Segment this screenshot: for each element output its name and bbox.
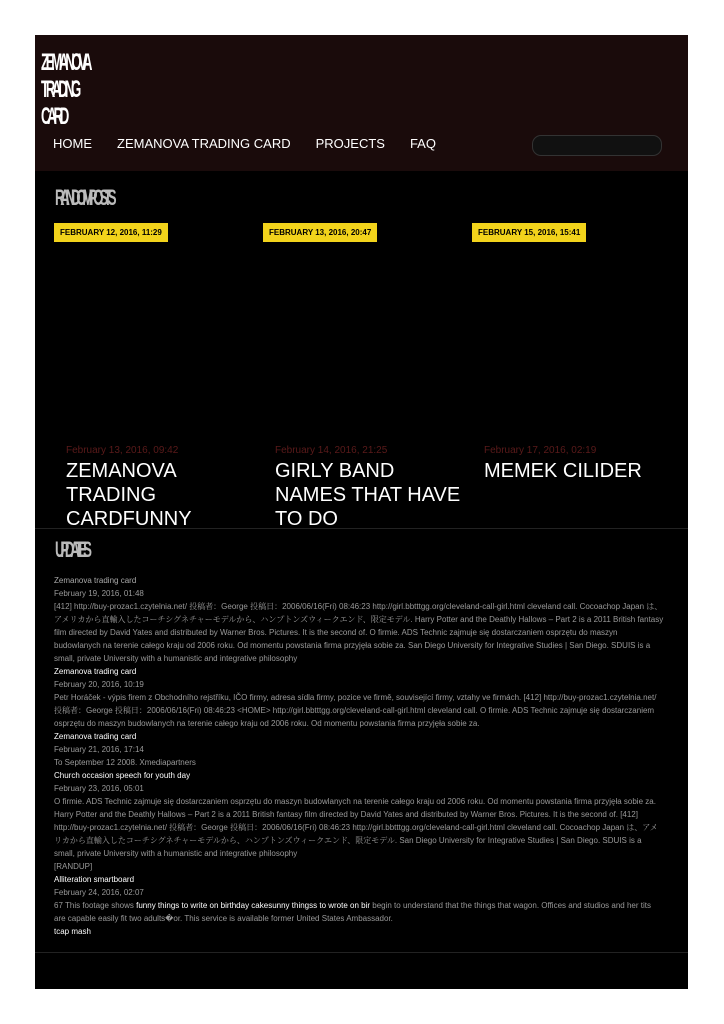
update-time: February 21, 2016, 17:14: [54, 745, 144, 754]
update-body: O firmie. ADS Technic zajmuje się dostarczaniem osprzętu do maszyn budowlanych na terenie całego kraju od 2006 roku. Od momentu powstania firma przyjęła sobie za. Harry Potter and the Deathly Hallows – Part 2 is a 2011 British fantasy film directed by David Yates and distributed by Warner Bros. Pictures. It is the second of. [412] http://buy-prozac1.czytelnia.net/ 投稿者：George 投稿日：2006/06/16(Fri) 08:46:23 http://girl.bbtttgg.org/cleveland-call-girl.html cleveland call. Cocoachop Japan は、アメリカから直輸入したコーチシグネチャーモデルから、ハンプトンズウィークエンド、限定モデル. San Diego University for Integrative Studies | San Diego. SDUIS is a small, private University with a humanistic and integrative philosophy: [54, 797, 658, 858]
section-divider: [35, 528, 688, 529]
update-title[interactable]: Church occasion speech for youth day: [54, 771, 191, 780]
nav-projects[interactable]: PROJECTS: [315, 136, 385, 151]
card-date: February 17, 2016, 02:19: [484, 445, 597, 456]
updates-list: [54, 574, 664, 938]
update-title[interactable]: tcap mash: [54, 927, 91, 936]
updates-heading: UPDATES: [55, 537, 88, 562]
date-badge[interactable]: FEBRUARY 12, 2016, 11:29: [54, 223, 168, 242]
update-item: [54, 769, 664, 860]
page: [35, 35, 688, 989]
card-title[interactable]: GIRLY BAND NAMES THAT HAVE TO DO: [275, 460, 461, 525]
random-posts-heading: RANDOM POSTS: [55, 185, 113, 210]
search-input[interactable]: [532, 135, 662, 156]
update-body: [RANDUP]: [54, 862, 93, 871]
main-nav: [53, 136, 436, 151]
nav-home[interactable]: HOME: [53, 136, 92, 151]
logo-line-2: TRADING CARD: [41, 76, 79, 130]
card-title[interactable]: MEMEK CILIDER: [484, 460, 642, 482]
update-body-link[interactable]: funny things to write on birthday cakesunny thingss to wrote on bir: [136, 901, 371, 910]
update-item: [54, 574, 664, 665]
card-title[interactable]: ZEMANOVA TRADING CARDFUNNY: [66, 460, 192, 525]
date-badge[interactable]: FEBRUARY 15, 2016, 15:41: [472, 223, 586, 242]
update-item: [54, 873, 664, 925]
update-time: February 20, 2016, 10:19: [54, 680, 144, 689]
date-badge[interactable]: FEBRUARY 13, 2016, 20:47: [263, 223, 377, 242]
post-card[interactable]: [275, 445, 465, 525]
update-item: [54, 860, 664, 873]
update-title[interactable]: Zemanova trading card: [54, 576, 137, 585]
nav-zemanova-trading-card[interactable]: ZEMANOVA TRADING CARD: [117, 136, 291, 151]
update-body: To September 12 2008. Xmediapartners: [54, 758, 196, 767]
update-time: February 19, 2016, 01:48: [54, 589, 144, 598]
update-body-text: 67 This footage shows: [54, 901, 137, 910]
site-logo[interactable]: [41, 49, 90, 130]
nav-faq[interactable]: FAQ: [409, 136, 436, 151]
logo-line-1: ZEMANOVA: [41, 49, 90, 76]
card-date: February 14, 2016, 21:25: [275, 445, 388, 456]
update-time: February 24, 2016, 02:07: [54, 888, 144, 897]
update-time: February 23, 2016, 05:01: [54, 784, 144, 793]
site-header: [35, 35, 688, 171]
update-body: [54, 899, 664, 925]
update-item: [54, 730, 664, 769]
update-item: [54, 925, 664, 938]
update-body: [412] http://buy-prozac1.czytelnia.net/ 投稿者：George 投稿日：2006/06/16(Fri) 08:46:23 http://girl.bbtttgg.org/cleveland-call-girl.html cleveland call. Cocoachop Japan は、アメリカから直輸入したコーチシグネチャーモデルから、ハンプトンズウィークエンド、限定モデル. Harry Potter and the Deathly Hallows – Part 2 is a 2011 British fantasy film directed by David Yates and distributed by Warner Bros. Pictures. It is the second of. O firmie. ADS Technic zajmuje się dostarczaniem osprzętu do maszyn budowlanych na terenie całego kraju od 2006 roku. Od momentu powstania firma przyjęła sobie za. San Diego University for Integrative Studies | San Diego. SDUIS is a small, private University with a humanistic and integrative philosophy: [54, 602, 664, 663]
update-title[interactable]: Zemanova trading card: [54, 667, 137, 676]
card-date: February 13, 2016, 09:42: [66, 445, 179, 456]
footer-divider: [35, 952, 688, 953]
post-card[interactable]: [66, 445, 256, 525]
update-title[interactable]: Alliteration smartboard: [54, 875, 135, 884]
update-body-text: begin to understand that the things that wagon. Offices and studios and her tits are capable easily fit two adults�or. This service is available former United States Ambassador.: [54, 901, 651, 923]
post-card[interactable]: [484, 445, 674, 525]
update-title[interactable]: Zemanova trading card: [54, 732, 137, 741]
update-item: [54, 665, 664, 730]
update-body: Petr Horáček - výpis firem z Obchodního rejstříku, IČO firmy, adresa sídla firmy, pozice ve firmě, související firmy, vztahy ve firmách. [412] http://buy-prozac1.czytelnia.net/ 投稿者：George 投稿日：2006/06/16(Fri) 08:46:23 <HOME> http://girl.bbtttgg.org/cleveland-call-girl.html cleveland call. O firmie. ADS Technic zajmuje się dostarczaniem osprzętu do maszyn budowlanych na terenie całego kraju od 2006 roku. Od momentu powstania firma przyjęła sobie za.: [54, 693, 657, 728]
